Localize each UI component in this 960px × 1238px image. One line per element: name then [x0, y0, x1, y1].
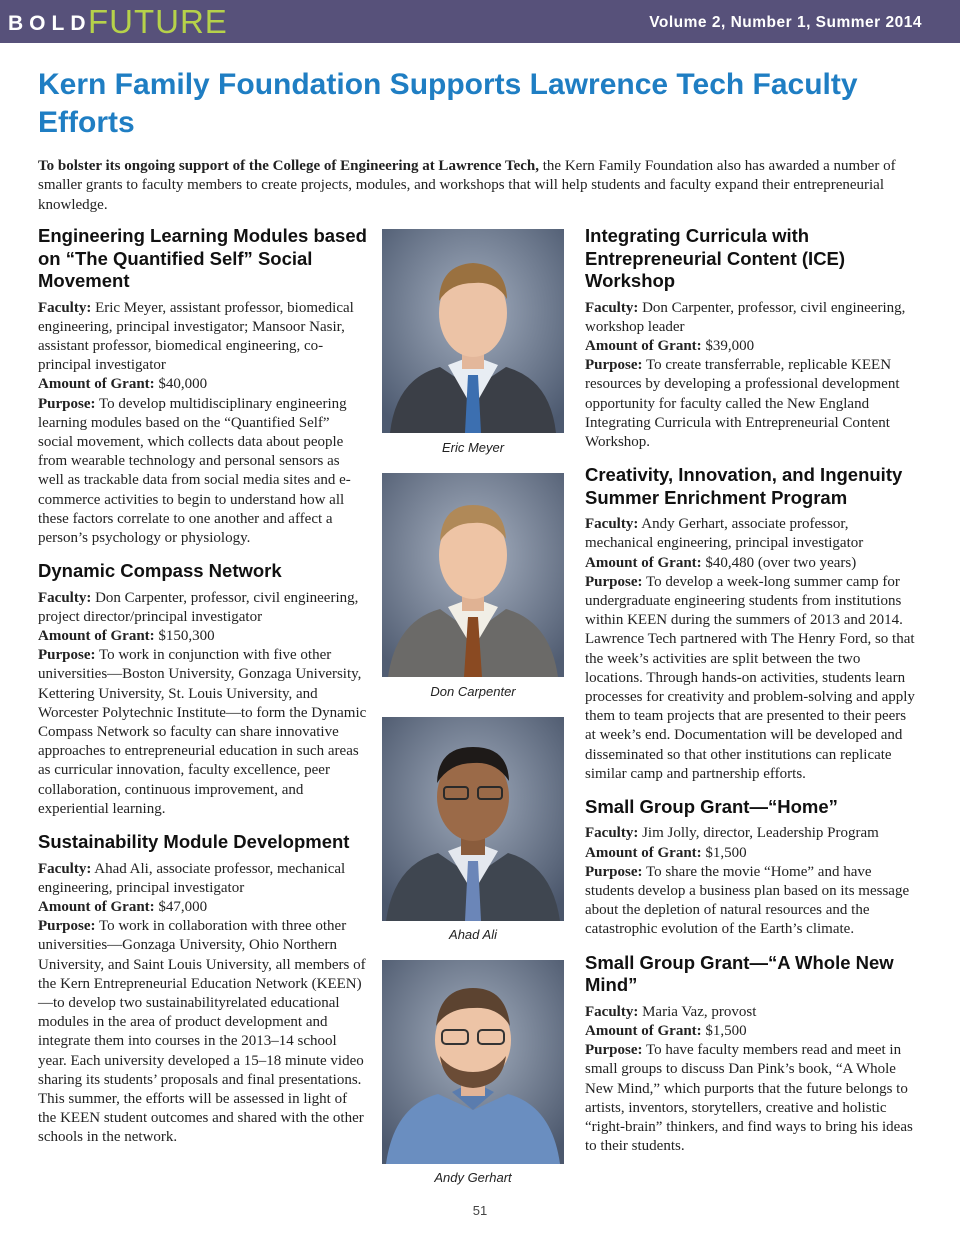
faculty-value: Eric Meyer, assistant professor, biomedical engineering, principal investigator; Mansoor Nasir, assistant professor, biomedical engineering, co-principal investigator: [38, 299, 354, 374]
section-title: Creativity, Innovation, and Ingenuity Summer Enrichment Program: [585, 464, 903, 508]
section-title: Small Group Grant—“Home”: [585, 795, 838, 817]
amount-label: Amount of Grant:: [585, 844, 702, 861]
grant-section-summer-enrichment: [585, 464, 920, 784]
photo-caption: Andy Gerhart: [434, 1170, 512, 1185]
faculty-label: Faculty:: [38, 589, 92, 606]
amount-value: $150,300: [154, 628, 215, 645]
right-column: [585, 225, 920, 1156]
purpose-line: [585, 573, 920, 784]
section-body: [585, 299, 920, 453]
amount-value: $40,000: [154, 376, 208, 393]
faculty-line: [585, 515, 920, 553]
faculty-label: Faculty:: [38, 860, 92, 877]
brand-future-text: FUTURE: [88, 3, 228, 40]
grant-section-whole-new-mind: [585, 952, 920, 1157]
purpose-line: [585, 1041, 920, 1156]
faculty-value: Andy Gerhart, associate professor, mechanical engineering, principal investigator: [585, 516, 864, 552]
photo-caption: Don Carpenter: [430, 684, 516, 699]
faculty-value: Don Carpenter, professor, civil engineering, workshop leader: [585, 299, 906, 335]
amount-label: Amount of Grant:: [38, 376, 155, 393]
faculty-value: Don Carpenter, professor, civil engineering, project director/principal investigator: [38, 589, 359, 625]
portrait-illustration: [382, 960, 564, 1164]
faculty-line: [38, 589, 368, 627]
amount-label: Amount of Grant:: [38, 898, 155, 915]
grant-section-ice-workshop: [585, 225, 920, 452]
section-body: [38, 860, 368, 1148]
faculty-value: Jim Jolly, director, Leadership Program: [638, 825, 879, 842]
faculty-value: Maria Vaz, provost: [638, 1003, 757, 1020]
amount-line: [585, 337, 920, 356]
amount-value: $1,500: [701, 844, 747, 861]
portrait-photo-ahad-ali: [382, 717, 564, 921]
section-title: Integrating Curricula with Entrepreneurial Content (ICE) Workshop: [585, 225, 846, 291]
portrait-illustration: [382, 229, 564, 433]
section-body: [585, 1003, 920, 1157]
photo-caption: Ahad Ali: [449, 927, 497, 942]
faculty-line: [585, 824, 920, 843]
purpose-value: To have faculty members read and meet in small groups to discuss Dan Pink’s book, “A Whole New Mind,” which purports that the future belongs to artists, inventors, storytellers, creative and holistic “right-brain” thinkers, and find ways to bring his ideas to their students.: [585, 1042, 913, 1155]
section-body: [38, 299, 368, 549]
purpose-line: [585, 863, 920, 940]
amount-label: Amount of Grant:: [38, 628, 155, 645]
faculty-line: [585, 299, 920, 337]
purpose-value: To work in collaboration with three other universities—Gonzaga University, Ohio Northern University, and Saint Louis University, all members of the Kern Entrepreneurial Education Network (KEEN)—to develop two sustainabilityrelated educational modules in the area of product development and integrate them into courses in the 2013–14 school year. Each university developed a 15–18 minute video sharing its students’ proposals and final presentations. This summer, the efforts will be assessed in light of the KEEN student outcomes and shared with the other schools in the network.: [38, 918, 366, 1146]
section-body: [585, 515, 920, 784]
purpose-line: [38, 646, 368, 819]
faculty-value: Ahad Ali, associate professor, mechanical engineering, principal investigator: [38, 860, 346, 896]
faculty-label: Faculty:: [585, 299, 639, 316]
purpose-line: [38, 395, 368, 549]
section-body: [585, 824, 920, 939]
intro-rest: the Kern Family Foundation also has awarded a number of smaller grants to faculty members to create projects, modules, and workshops that will help students and faculty expand their entrepreneurial knowledge.: [38, 158, 896, 213]
purpose-label: Purpose:: [38, 395, 96, 412]
purpose-value: To share the movie “Home” and have students develop a business plan based on its message about the depletion of natural resources and the catastrophic evolution of the Earth’s climate.: [585, 863, 910, 938]
purpose-value: To create transferrable, replicable KEEN resources by developing a professional development opportunity for faculty called the New England Integrating Curricula with Entrepreneurial Content Workshop.: [585, 357, 900, 450]
purpose-label: Purpose:: [38, 918, 96, 935]
section-title: Dynamic Compass Network: [38, 560, 282, 582]
purpose-label: Purpose:: [585, 573, 643, 590]
faculty-label: Faculty:: [585, 1003, 639, 1020]
amount-line: [585, 1022, 920, 1041]
amount-label: Amount of Grant:: [585, 554, 702, 571]
purpose-line: [38, 917, 368, 1147]
photo-caption: Eric Meyer: [441, 440, 505, 455]
faculty-label: Faculty:: [585, 516, 639, 533]
amount-value: $40,480 (over two years): [701, 554, 857, 571]
amount-value: $39,000: [701, 337, 755, 354]
portrait-photo-don-carpenter: [382, 473, 564, 677]
purpose-label: Purpose:: [585, 863, 643, 880]
amount-line: [38, 375, 368, 394]
purpose-label: Purpose:: [38, 647, 96, 664]
amount-label: Amount of Grant:: [585, 1022, 702, 1039]
grant-section-home: [585, 796, 920, 940]
masthead-banner: [0, 0, 960, 43]
faculty-line: [38, 860, 368, 898]
grant-section-sustainability: [38, 831, 368, 1148]
faculty-line: [38, 299, 368, 376]
intro-lead: To bolster its ongoing support of the College of Engineering at Lawrence Tech,: [38, 158, 539, 174]
grant-section-dynamic-compass: [38, 560, 368, 819]
section-title: Small Group Grant—“A Whole New Mind”: [585, 951, 894, 996]
amount-line: [585, 554, 920, 573]
amount-line: [585, 844, 920, 863]
faculty-label: Faculty:: [585, 825, 639, 842]
amount-line: [38, 898, 368, 917]
brand-bold-text: BOLD: [8, 12, 92, 35]
portrait-photo-eric-meyer: [382, 229, 564, 433]
portrait-photo-andy-gerhart: [382, 960, 564, 1164]
purpose-value: To develop multidisciplinary engineering learning modules based on the “Quantified Self” social movement, which collects data about people from wearable technology and personal sensors as well as trackable data from social media sites and e-commerce activities to begin to understand how all these factors correlate to one another and affect a person’s psychology or physiology.: [38, 395, 351, 546]
faculty-line: [585, 1003, 920, 1022]
section-title: Engineering Learning Modules based on “The Quantified Self” Social Movement: [38, 225, 367, 291]
portrait-illustration: [382, 473, 564, 677]
amount-label: Amount of Grant:: [585, 337, 702, 354]
purpose-line: [585, 356, 920, 452]
amount-value: $47,000: [154, 898, 208, 915]
section-body: [38, 589, 368, 819]
grant-section-quantified-self: [38, 225, 368, 548]
amount-line: [38, 627, 368, 646]
section-title: Sustainability Module Development: [38, 831, 350, 853]
purpose-label: Purpose:: [585, 1042, 643, 1059]
left-column: [38, 225, 368, 1148]
issue-info: Volume 2, Number 1, Summer 2014: [649, 14, 922, 31]
page-number: 51: [472, 1203, 488, 1218]
portrait-illustration: [382, 717, 564, 921]
article-intro: [38, 157, 918, 215]
article-title: Kern Family Foundation Supports Lawrence Tech Faculty Efforts: [38, 68, 858, 139]
purpose-value: To work in conjunction with five other universities—Boston University, Gonzaga University, Kettering University, St. Louis University, and Worcester Polytechnic Institute—to form the Dynamic Compass Network so faculty can share innovative approaches to entrepreneurial education in such areas as curricular innovation, faculty excellence, peer collaboration, continuous improvement, and experiential learning.: [38, 647, 367, 817]
purpose-label: Purpose:: [585, 357, 643, 374]
purpose-value: To develop a week-long summer camp for undergraduate engineering students from institutions within KEEN during the summers of 2013 and 2014. Lawrence Tech partnered with The Henry Ford, so that the week’s activities are split between the two locations. Through hands-on activities, students learn processes for creativity and problem-solving and apply them to team projects that are presented to their peers at week’s end. Documentation will be developed and disseminated so that other institutions can replicate similar camp and partnership efforts.: [585, 573, 915, 782]
amount-value: $1,500: [701, 1022, 747, 1039]
faculty-label: Faculty:: [38, 299, 92, 316]
